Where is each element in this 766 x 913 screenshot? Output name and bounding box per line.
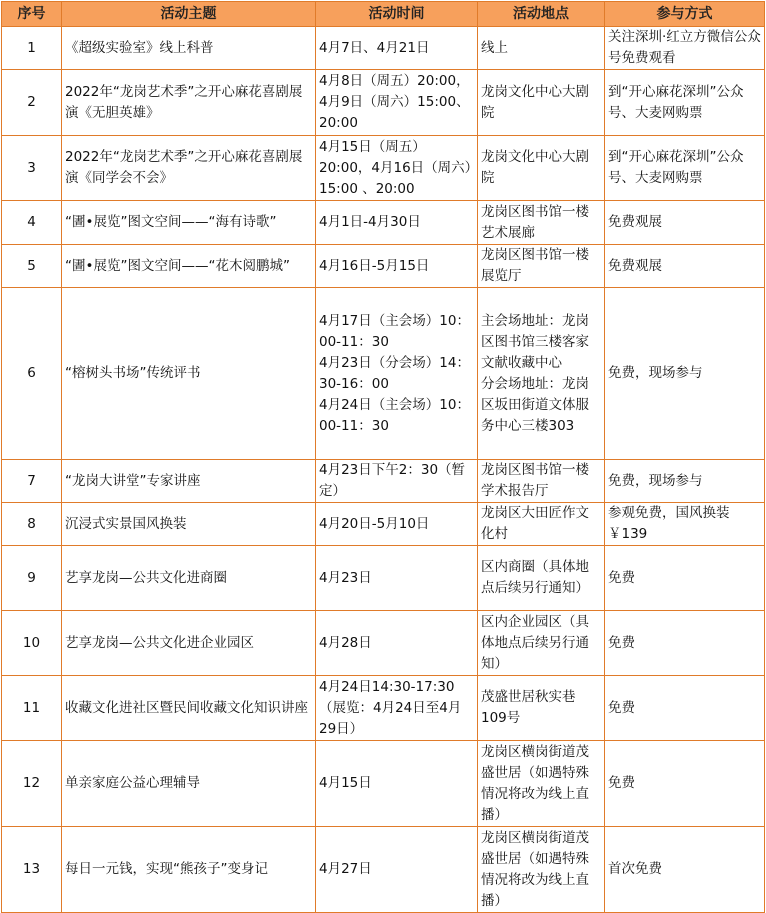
cell-time: 4月8日（周五）20:00，4月9日（周六）15:00、20:00 [316, 70, 478, 136]
table-row [2, 546, 765, 611]
cell-no: 2 [2, 70, 62, 136]
cell-method: 免费 [605, 546, 765, 611]
cell-no: 10 [2, 611, 62, 676]
cell-place: 龙岗文化中心大剧院 [478, 70, 605, 136]
cell-method: 免费观展 [605, 201, 765, 245]
cell-place: 龙岗区图书馆一楼艺术展廊 [478, 201, 605, 245]
cell-theme: 艺享龙岗—公共文化进企业园区 [62, 611, 316, 676]
cell-method: 到“开心麻花深圳”公众号、大麦网购票 [605, 70, 765, 136]
cell-time: 4月23日 [316, 546, 478, 611]
cell-time: 4月23日下午2：30（暂定） [316, 460, 478, 503]
cell-method: 免费，现场参与 [605, 288, 765, 460]
table-row [2, 827, 765, 913]
cell-theme: “圕•展览”图文空间——“海有诗歌” [62, 201, 316, 245]
cell-no: 9 [2, 546, 62, 611]
cell-time: 4月24日14:30-17:30（展览：4月24日至4月29日） [316, 676, 478, 741]
cell-no: 5 [2, 245, 62, 288]
cell-theme: 2022年“龙岗艺术季”之开心麻花喜剧展演《无胆英雄》 [62, 70, 316, 136]
cell-time: 4月1日-4月30日 [316, 201, 478, 245]
cell-time: 4月27日 [316, 827, 478, 913]
cell-place: 区内企业园区（具体地点后续另行通知） [478, 611, 605, 676]
cell-no: 11 [2, 676, 62, 741]
cell-no: 7 [2, 460, 62, 503]
cell-time: 4月16日-5月15日 [316, 245, 478, 288]
table-header-row [2, 2, 765, 27]
table-row [2, 288, 765, 460]
cell-theme: 《超级实验室》线上科普 [62, 27, 316, 70]
cell-place: 主会场地址：龙岗区图书馆三楼客家文献收藏中心 分会场地址：龙岗区坂田街道文体服务中心三楼303 [478, 288, 605, 460]
cell-method: 到“开心麻花深圳”公众号、大麦网购票 [605, 136, 765, 201]
cell-place: 区内商圈（具体地点后续另行通知） [478, 546, 605, 611]
cell-method: 免费，现场参与 [605, 460, 765, 503]
cell-place: 龙岗区横岗街道茂盛世居（如遇特殊情况将改为线上直播） [478, 741, 605, 827]
cell-place: 龙岗区图书馆一楼展览厅 [478, 245, 605, 288]
cell-method: 免费 [605, 611, 765, 676]
table-row [2, 245, 765, 288]
cell-no: 1 [2, 27, 62, 70]
header-theme: 活动主题 [62, 2, 316, 27]
cell-place: 龙岗区横岗街道茂盛世居（如遇特殊情况将改为线上直播） [478, 827, 605, 913]
cell-place: 龙岗区大田匠作文化村 [478, 503, 605, 546]
cell-no: 13 [2, 827, 62, 913]
cell-theme: 2022年“龙岗艺术季”之开心麻花喜剧展演《同学会不会》 [62, 136, 316, 201]
cell-time: 4月17日（主会场）10：00-11：30 4月23日（分会场）14：30-16：00 4月24日（主会场）10：00-11：30 [316, 288, 478, 460]
cell-method: 参观免费，国风换装￥139 [605, 503, 765, 546]
table-row [2, 741, 765, 827]
cell-time: 4月15日 [316, 741, 478, 827]
cell-no: 12 [2, 741, 62, 827]
cell-method: 关注深圳·红立方微信公众号免费观看 [605, 27, 765, 70]
table-row [2, 70, 765, 136]
cell-no: 8 [2, 503, 62, 546]
cell-place: 龙岗文化中心大剧院 [478, 136, 605, 201]
table-row [2, 136, 765, 201]
activity-table [1, 1, 765, 913]
table-row [2, 201, 765, 245]
table-row [2, 611, 765, 676]
table-row [2, 676, 765, 741]
header-method: 参与方式 [605, 2, 765, 27]
cell-no: 6 [2, 288, 62, 460]
cell-method: 免费观展 [605, 245, 765, 288]
cell-theme: 沉浸式实景国风换装 [62, 503, 316, 546]
table-row [2, 503, 765, 546]
cell-time: 4月28日 [316, 611, 478, 676]
cell-method: 免费 [605, 676, 765, 741]
cell-place: 线上 [478, 27, 605, 70]
cell-time: 4月20日-5月10日 [316, 503, 478, 546]
header-place: 活动地点 [478, 2, 605, 27]
table-row [2, 27, 765, 70]
cell-method: 免费 [605, 741, 765, 827]
cell-place: 茂盛世居秋实巷109号 [478, 676, 605, 741]
cell-theme: 每日一元钱，实现“熊孩子”变身记 [62, 827, 316, 913]
cell-place: 龙岗区图书馆一楼学术报告厅 [478, 460, 605, 503]
header-time: 活动时间 [316, 2, 478, 27]
header-no: 序号 [2, 2, 62, 27]
cell-theme: “圕•展览”图文空间——“花木阅鹏城” [62, 245, 316, 288]
cell-no: 3 [2, 136, 62, 201]
cell-theme: “龙岗大讲堂”专家讲座 [62, 460, 316, 503]
cell-theme: “榕树头书场”传统评书 [62, 288, 316, 460]
table-row [2, 460, 765, 503]
cell-time: 4月15日（周五）20:00，4月16日（周六）15:00 、20:00 [316, 136, 478, 201]
cell-no: 4 [2, 201, 62, 245]
cell-method: 首次免费 [605, 827, 765, 913]
cell-time: 4月7日、4月21日 [316, 27, 478, 70]
cell-theme: 收藏文化进社区暨民间收藏文化知识讲座 [62, 676, 316, 741]
cell-theme: 艺享龙岗—公共文化进商圈 [62, 546, 316, 611]
cell-theme: 单亲家庭公益心理辅导 [62, 741, 316, 827]
